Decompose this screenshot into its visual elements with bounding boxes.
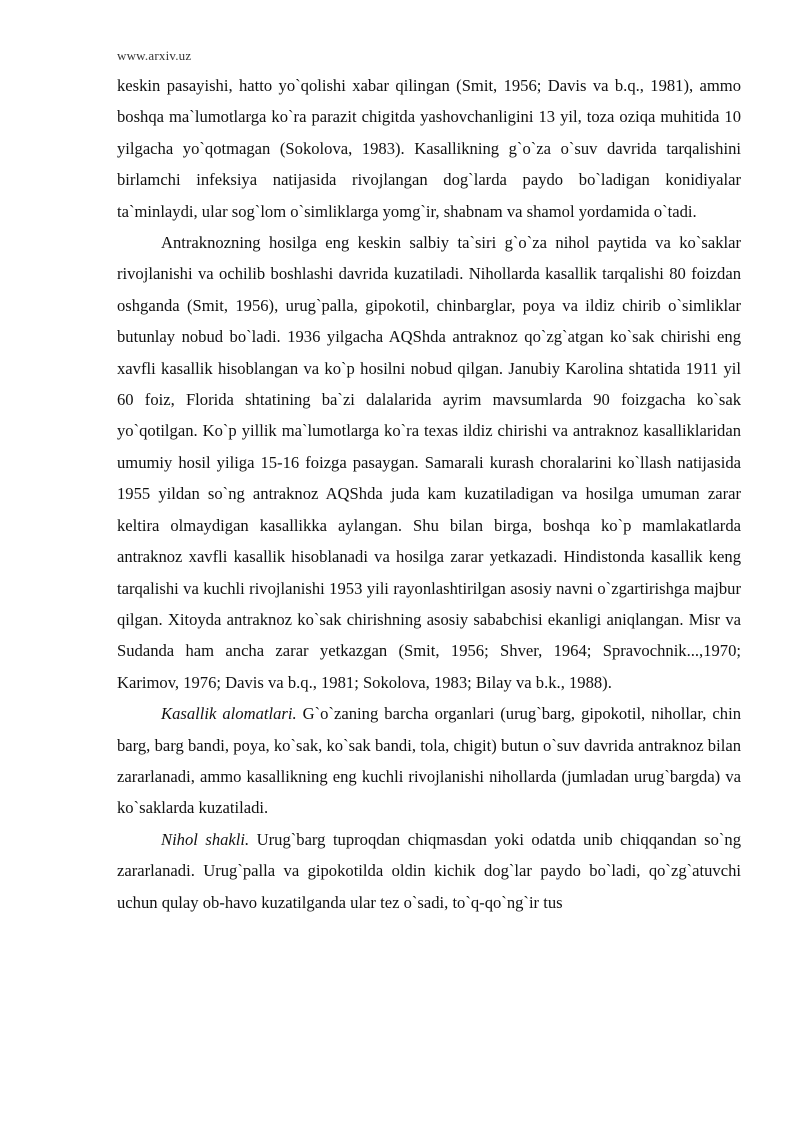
- paragraph-seedling-form: [117, 824, 741, 918]
- paragraph-disease-symptoms: [117, 698, 741, 824]
- paragraph-continuation: [117, 70, 741, 227]
- document-body: [117, 70, 741, 918]
- paragraph-antraknoz-impact: [117, 227, 741, 698]
- section-lead-symptoms: Kasallik alomatlari.: [161, 704, 297, 724]
- paragraph-text: G`o`zaning barcha organlari (urug`barg, gipokotil, nihollar, chin barg, barg bandi, poya, ko`sak, ko`sak bandi, tola, chigit) butun o`suv davrida antraknoz bilan zararlanadi, ammo kasallikning eng kuchli rivojlanishi nihollarda (jumladan urug`bargda) va ko`saklarda kuzatiladi.: [117, 704, 741, 818]
- section-lead-seedling: Nihol shakli.: [161, 829, 250, 849]
- site-header: www.arxiv.uz: [117, 48, 192, 63]
- paragraph-text: Antraknozning hosilga eng keskin salbiy ta`siri g`o`za nihol paytida va ko`saklar rivojlanishi va ochilib boshlashi davrida kuzatiladi. Nihollarda kasallik tarqalishi 80 foizdan oshganda (Smit, 1956), urug`palla, gipokotil, chinbarglar, poya va ildiz chirib o`simliklar butunlay nobud bo`ladi. 1936 yilgacha AQShda antraknoz qo`zg`atgan ko`sak chirishi eng xavfli kasallik hisoblangan va ko`p hosilni nobud qilgan. Janubiy Karolina shtatida 1911 yil 60 foiz, Florida shtatining ba`zi dalalarida ayrim mavsumlarda 90 foizgacha ko`sak yo`qotilgan. Ko`p yillik ma`lumotlarga ko`ra texas ildiz chirishi va antraknoz kasalliklaridan umumiy hosil yiliga 15-16 foizga pasaygan. Samarali kurash choralarini ko`llash natijasida 1955 yildan so`ng antraknoz AQShda juda kam kuzatiladigan va hosilga umuman zarar keltira olmaydigan kasallikka aylangan. Shu bilan birga, boshqa ko`p mamlakatlarda antraknoz xavfli kasallik hisoblanadi va hosilga zarar yetkazadi. Hindistonda kasallik keng tarqalishi va kuchli rivojlanishi 1953 yili rayonlashtirilgan asosiy navni o`zgartirishga majbur qilgan. Xitoyda antraknoz ko`sak chirishning asosiy sababchisi ekanligi aniqlangan. Misr va Sudanda ham ancha zarar yetkazgan (Smit, 1956; Shver, 1964; Spravochnik...,1970; Karimov, 1976; Davis va b.q., 1981; Sokolova, 1983; Bilay va b.k., 1988).: [117, 233, 741, 692]
- paragraph-text: keskin pasayishi, hatto yo`qolishi xabar qilingan (Smit, 1956; Davis va b.q., 1981), ammo boshqa ma`lumotlarga ko`ra parazit chigitda yashovchanligini 13 yil, toza oziqa muhitida 10 yilgacha yo`qotmagan (Sokolova, 1983). Kasallikning g`o`za o`suv davrida tarqalishini birlamchi infeksiya natijasida rivojlangan dog`larda paydo bo`ladigan konidiyalar ta`minlaydi, ular sog`lom o`simliklarga yomg`ir, shabnam va shamol yordamida o`tadi.: [117, 76, 741, 221]
- paragraph-text: Urug`barg tuproqdan chiqmasdan yoki odatda unib chiqqandan so`ng zararlanadi. Urug`palla va gipokotilda oldin kichik dog`lar paydo bo`ladi, qo`zg`atuvchi uchun qulay ob-havo kuzatilganda ular tez o`sadi, to`q-qo`ng`ir tus: [117, 829, 741, 912]
